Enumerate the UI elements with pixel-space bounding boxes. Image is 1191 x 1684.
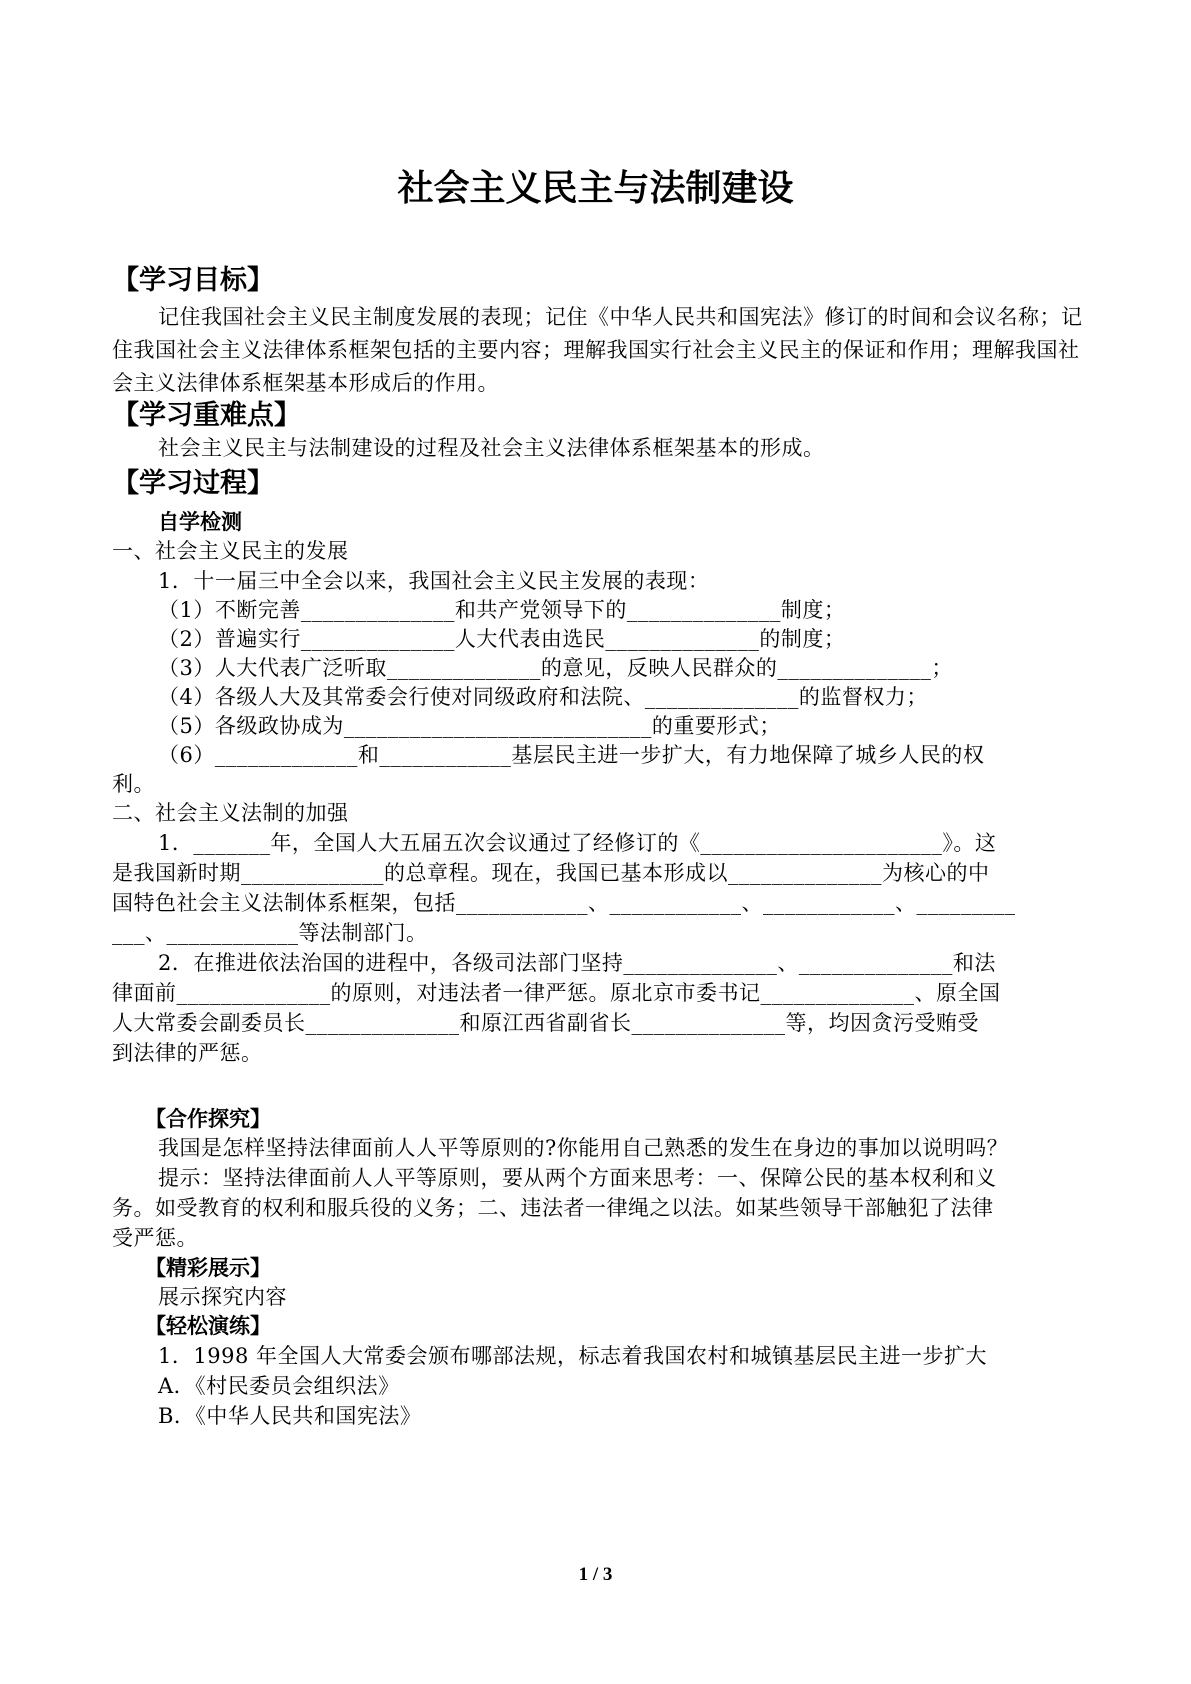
part2-paragraph-line: 律面前______________的原则，对违法者一律严惩。原北京市委书记______________、原全国 — [112, 981, 1001, 1005]
part1-item: （1）不断完善______________和共产党领导下的______________制度； — [158, 598, 846, 622]
practice-option: A．《村民委员会组织法》 — [158, 1374, 400, 1398]
part1-item: （6）_____________和____________基层民主进一步扩大，有力地保障了城乡人民的权 — [158, 743, 985, 767]
cooperation-question: 我国是怎样坚持法律面前人人平等原则的?你能用自己熟悉的发生在身边的事加以说明吗？ — [158, 1136, 1009, 1160]
part1-item: （2）普遍实行______________人大代表由选民______________的制度； — [158, 627, 846, 651]
practice-heading: 【轻松演练】 — [145, 1314, 271, 1338]
self-check-heading: 自学检测 — [158, 510, 242, 534]
cooperation-heading: 【合作探究】 — [145, 1107, 271, 1131]
cooperation-hint-line: 受严惩。 — [112, 1226, 198, 1250]
part2-paragraph-line: ___、____________等法制部门。 — [112, 921, 428, 945]
part2-paragraph-line: 人大常委会副委员长______________和原江西省副省长______________等，均因贪污受贿受 — [112, 1011, 979, 1035]
cooperation-hint-line: 务。如受教育的权利和服兵役的义务；二、违法者一律绳之以法。如某些领导干部触犯了法律 — [112, 1196, 994, 1220]
part2-paragraph-line: 到法律的严惩。 — [112, 1041, 263, 1065]
cooperation-hint-line: 提示：坚持法律面前人人平等原则，要从两个方面来思考：一、保障公民的基本权利和义 — [158, 1166, 997, 1190]
keypoints-text: 社会主义民主与法制建设的过程及社会主义法律体系框架基本的形成。 — [158, 436, 825, 460]
practice-option: B．《中华人民共和国宪法》 — [158, 1404, 422, 1428]
part1-item: （3）人大代表广泛听取______________的意见，反映人民群众的______________； — [158, 656, 953, 680]
part2-heading: 二、社会主义法制的加强 — [112, 801, 349, 825]
part1-item: （5）各级政协成为____________________________的重要形式； — [158, 714, 781, 738]
part2-paragraph-line: 2．在推进依法治国的进程中，各级司法部门坚持______________、______________和法 — [158, 951, 996, 975]
keypoints-heading: 【学习重难点】 — [112, 400, 301, 431]
part1-item: （4）各级人大及其常委会行使对同级政府和法院、______________的监督权力； — [158, 685, 928, 709]
part1-item-continued: 利。 — [112, 772, 155, 796]
showcase-heading: 【精彩展示】 — [145, 1256, 271, 1280]
practice-question: 1．1998 年全国人大常委会颁布哪部法规，标志着我国农村和城镇基层民主进一步扩大 — [158, 1344, 987, 1368]
showcase-text: 展示探究内容 — [158, 1285, 287, 1309]
part2-paragraph-line: 是我国新时期_____________的总章程。现在，我国已基本形成以______________为核心的中 — [112, 861, 990, 885]
part2-paragraph-line: 国特色社会主义法制体系框架，包括____________、____________、____________、_________ — [112, 891, 1016, 915]
part1-heading: 一、社会主义民主的发展 — [112, 539, 349, 563]
part2-paragraph-line: 1．_______年，全国人大五届五次会议通过了经修订的《______________________》。这 — [158, 831, 997, 855]
page-number: 1 / 3 — [578, 1564, 613, 1585]
objectives-text: 记住我国社会主义民主制度发展的表现；记住《中华人民共和国宪法》修订的时间和会议名称；记住我国社会主义法律体系框架包括的主要内容；理解我国实行社会主义民主的保证和作用；理解我国社会主义法律体系框架基本形成后的作用。 — [112, 305, 1083, 395]
process-heading: 【学习过程】 — [112, 468, 274, 499]
page-title: 社会主义民主与法制建设 — [397, 168, 794, 209]
objectives-heading: 【学习目标】 — [112, 265, 274, 296]
part1-question: 1．十一届三中全会以来，我国社会主义民主发展的表现： — [158, 569, 710, 593]
